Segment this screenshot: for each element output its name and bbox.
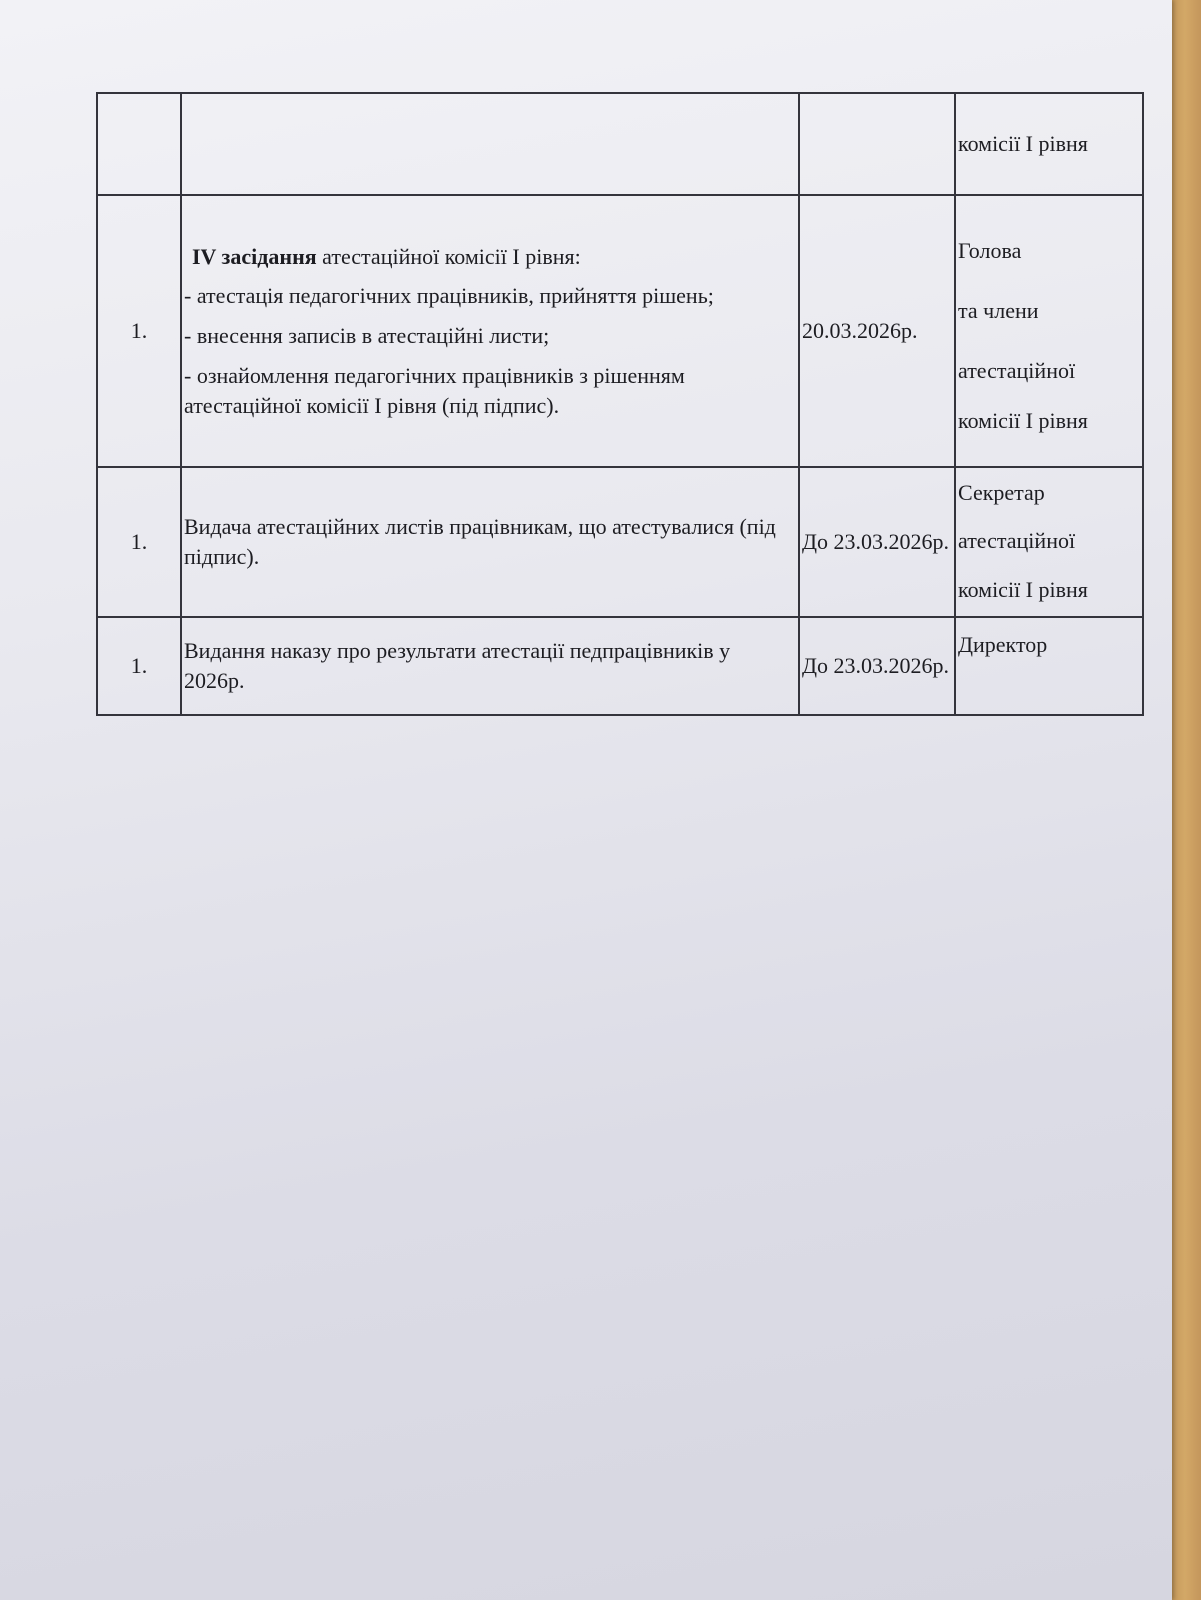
date-cell: До 23.03.2026р. [799,467,955,617]
activity-cell: Видача атестаційних листів працівникам, що атестувалися (під підпис). [181,467,799,617]
activity-item: - ознайомлення педагогічних працівників з рішенням атестаційної комісії I рівня (під підпис). [184,362,685,418]
table-row [97,93,1143,195]
responsible-line: Голова [958,238,1022,263]
meeting-title-rest: атестаційної комісії I рівня: [316,243,581,269]
date-cell: До 23.03.2026р. [799,617,955,715]
responsible-line: атестаційної [958,358,1076,383]
responsible-cell [955,617,1143,715]
date-cell [799,93,955,195]
responsible-cell [955,93,1143,195]
responsible-cell [955,195,1143,467]
date-cell: 20.03.2026р. [799,195,955,467]
meeting-title: IV засідання [192,243,317,269]
responsible-line: атестаційної [958,528,1076,553]
table-row [97,195,1143,467]
responsible-line: та члени [958,298,1039,323]
activity-item: - атестація педагогічних працівників, прийняття рішень; [184,283,714,309]
row-number-cell: 1. [97,195,181,467]
activity-heading [184,242,796,272]
table-row [97,467,1143,617]
attestation-plan-table [96,92,1144,716]
responsible-line: Секретар [958,480,1045,505]
responsible-line: Директор [958,632,1048,657]
row-number-cell: 1. [97,617,181,715]
responsible-cell [955,467,1143,617]
activity-cell [181,195,799,467]
responsible-line: комісії I рівня [958,577,1088,602]
table-row [97,617,1143,715]
activity-item: - внесення записів в атестаційні листи; [184,323,550,349]
activity-cell [181,93,799,195]
responsible-line: комісії I рівня [958,131,1088,156]
responsible-line: комісії I рівня [958,408,1088,433]
activity-cell: Видання наказу про результати атестації педпрацівників у 2026р. [181,617,799,715]
row-number-cell: 1. [97,467,181,617]
row-number-cell [97,93,181,195]
